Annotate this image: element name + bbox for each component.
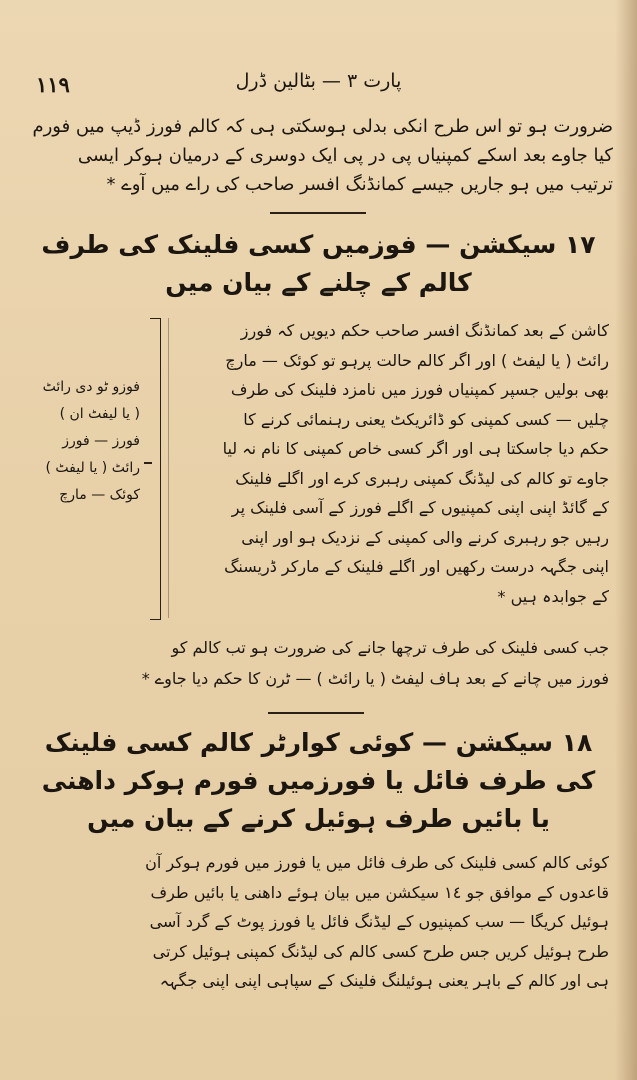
text-line: جب کسی فلینک کی طرف ترچھا جانے کی ضرورت ہو تب کالم کو [171,638,609,657]
intro-paragraph [26,112,613,199]
text-line: اپنی جگہہ درست رکھیں اور اگلے فلینک کے مارکر ڈریسنگ [224,557,609,576]
section-17-body [176,316,609,611]
side-note-line: فورز — فورز [62,433,140,449]
text-line: طرح ہوئیل کریں جس طرح کسی کالم کی لیڈنگ کمپنی ہوئیل کرتی [152,941,609,961]
side-note-line: فوزو ٹو دی رائٹ [42,379,140,395]
text-line: رہیں جو رہبری کرنے والی کمپنی کے نزدیک ہو اور اپنی [241,527,609,547]
heading-line: کالم کے چلنے کے بیان میں [165,268,472,297]
text-line: ترتیب میں ہو جاریں جیسے کمانڈنگ افسر صاحب کی راے میں آوے * [106,174,613,195]
text-line: رائٹ ( یا لیفٹ ) اور اگر کالم حالت پرہو تو کوئک — مارچ [225,350,609,370]
text-line: کے جوابدہ ہیں * [497,586,609,606]
side-note-bracket-tick [144,462,152,464]
side-note-bracket [150,318,161,620]
page-number: ١١٩ [36,72,70,97]
page-edge-shadow [615,0,637,1080]
side-note-line: کوئک — مارچ [59,487,140,503]
text-line: حکم دیا جاسکتا ہی اور اگر کسی خاص کمپنی کا نام نہ لیا [222,439,609,458]
text-line: ہی اور کالم کے باہر یعنی ہوئیلنگ فلینک کے سپاہی اپنی اپنی جگہہ [159,971,609,990]
section-divider [268,712,364,714]
section-divider [270,212,366,214]
text-line: ہوئیل کریگا — سب کمپنیوں کے لیڈنگ فائل یا فورز پوٹ کے گرد آسی [149,912,609,931]
section-18-body [26,848,609,996]
text-line: چلیں — کسی کمپنی کو ڈائریکٹ یعنی رہنمائی کرنے کا [243,409,609,429]
command-side-note [18,374,140,509]
heading-line: ١٧ سیکشن — فوزمیں کسی فلینک کی طرف [41,230,596,259]
side-note-line: رائٹ ( یا لیفٹ ) [45,460,140,476]
text-line: ضرورت ہو تو اس طرح انکی بدلی ہوسکتی ہی کہ کالم فورز ڈیپ میں فورم [32,116,613,137]
text-line: جاوے تو کالم کی لیڈنگ کمپنی رہبری کرے اور اگلے فلینک [235,468,609,488]
heading-line: ١٨ سیکشن — کوئی کوارٹر کالم کسی فلینک [44,728,593,757]
text-line: قاعدوں کے موافق جو ١٤ سیکشن میں بیان ہوئے داھنی یا بائیں طرف [150,882,609,902]
heading-line: یا بائیں طرف ہوئیل کرنے کے بیان میں [87,804,550,833]
text-line: کوئی کالم کسی فلینک کی طرف فائل میں یا فورز میں فورم ہوکر آن [145,853,609,872]
section-18-heading [30,724,607,838]
column-rule [168,318,169,618]
section-17-tail-paragraph [28,632,609,694]
text-line: بھی بولیں جسپر کمپنیاں فورز میں نامزد فلینک کی طرف [230,380,609,399]
text-line: کیا جاوے بعد اسکے کمپنیاں پی در پی ایک دوسری کے درمیان ہوکر ایسی [77,145,613,166]
text-line: کے گائڈ اپنی اپنی کمپنیوں کے اگلے فورز کے آسی فلینک پر [231,498,609,517]
page-header [28,66,609,106]
text-line: کاشن کے بعد کمانڈنگ افسر صاحب حکم دیویں کہ فورز [240,321,609,340]
text-line: فورز میں چانے کے بعد ہاف لیفٹ ( یا رائٹ ) — ٹرن کا حکم دیا جاوے * [141,669,609,688]
side-note-line: ( یا لیفٹ ان ) [59,406,140,422]
section-17-heading [30,226,607,302]
running-title: پارت ٣ — بٹالین ڈرل [235,70,402,92]
heading-line: کی طرف فائل یا فورزمیں فورم ہوکر داھنی [41,766,596,795]
